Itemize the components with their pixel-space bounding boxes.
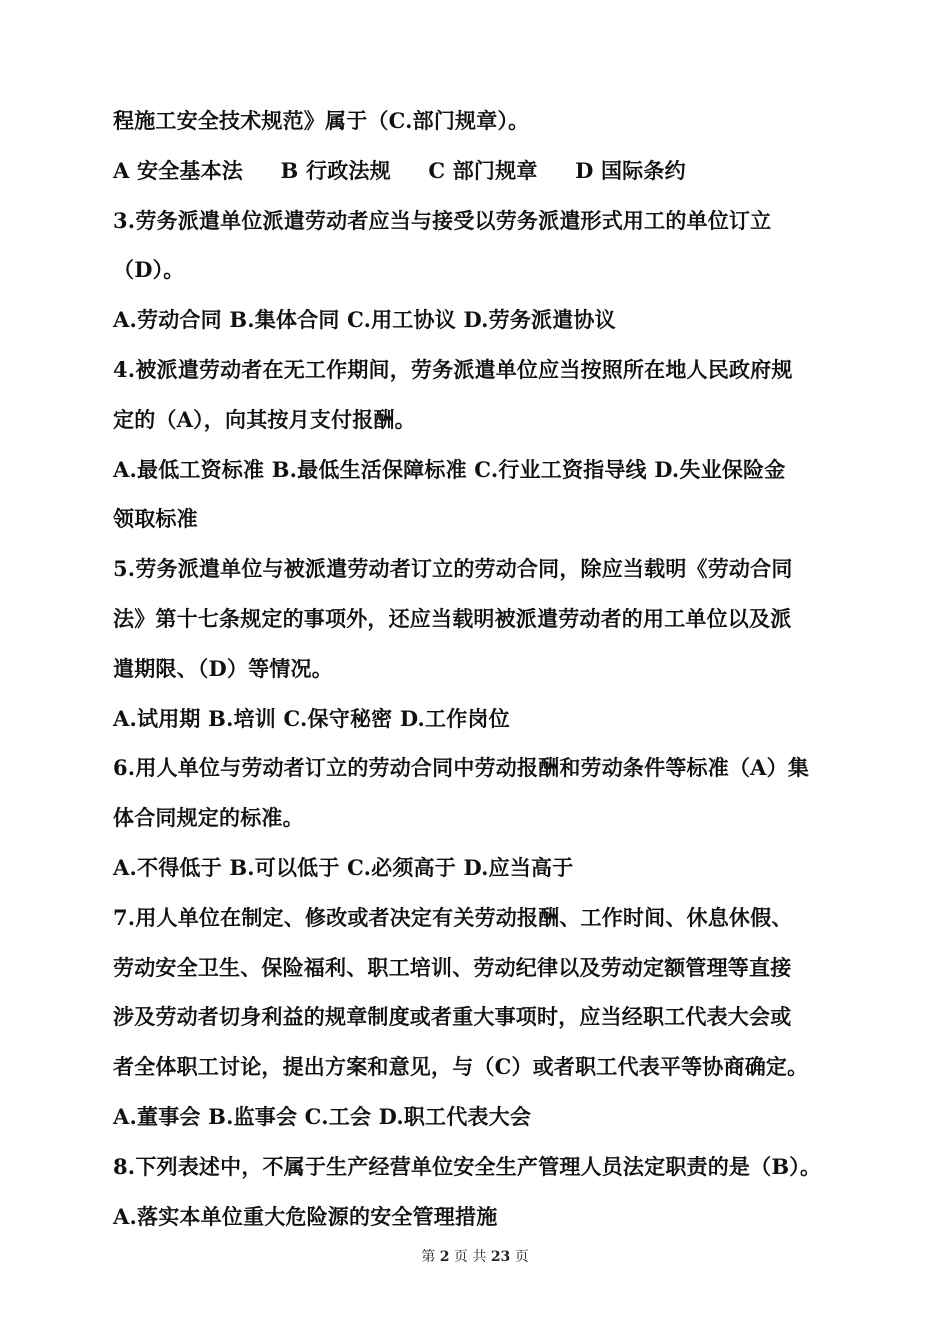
footer-page-number: 2 <box>439 1249 450 1265</box>
question-3-stem: 3.劳务派遣单位派遣劳动者应当与接受以劳务派遣形式用工的单位订立 <box>113 207 772 233</box>
question-8-stem: 8.下列表述中，不属于生产经营单位安全生产管理人员法定职责的是（B）。 <box>113 1153 822 1179</box>
option-d: D 国际条约 <box>575 157 686 183</box>
option-a: A 安全基本法 <box>113 157 244 183</box>
question-4-options-cont: 领取标准 <box>113 506 198 532</box>
document-body <box>113 96 843 1241</box>
question-7-options: A.董事会 B.监事会 C.工会 D.职工代表大会 <box>113 1103 532 1129</box>
question-3-options: A.劳动合同 B.集体合同 C.用工协议 D.劳务派遣协议 <box>113 307 616 333</box>
question-4-options: A.最低工资标准 B.最低生活保障标准 C.行业工资指导线 D.失业保险金 <box>113 456 786 482</box>
question-3-stem-cont: （D）。 <box>113 257 185 283</box>
question-7-stem: 7.用人单位在制定、修改或者决定有关劳动报酬、工作时间、休息休假、 <box>113 904 793 930</box>
question-5-stem-cont-2: 遣期限、（D）等情况。 <box>113 655 333 681</box>
page-footer <box>0 1246 950 1266</box>
question-6-options: A.不得低于 B.可以低于 C.必须高于 D.应当高于 <box>113 854 574 880</box>
footer-middle: 页 共 <box>453 1249 487 1265</box>
footer-prefix: 第 <box>421 1249 436 1265</box>
question-5-stem: 5.劳务派遣单位与被派遣劳动者订立的劳动合同，除应当载明《劳动合同 <box>113 556 793 582</box>
question-5-options: A.试用期 B.培训 C.保守秘密 D.工作岗位 <box>113 705 510 731</box>
option-c: C 部门规章 <box>428 157 538 183</box>
question-8-option-a: A.落实本单位重大危险源的安全管理措施 <box>113 1203 498 1229</box>
option-b: B 行政法规 <box>280 157 391 183</box>
question-4-stem: 4.被派遣劳动者在无工作期间，劳务派遣单位应当按照所在地人民政府规 <box>113 356 793 382</box>
footer-total-pages: 23 <box>490 1249 511 1265</box>
question-2-options <box>113 146 843 196</box>
footer-suffix: 页 <box>514 1249 529 1265</box>
question-7-stem-cont-1: 劳动安全卫生、保险福利、职工培训、劳动纪律以及劳动定额管理等直接 <box>113 954 792 980</box>
question-7-stem-cont-2: 涉及劳动者切身利益的规章制度或者重大事项时，应当经职工代表大会或 <box>113 1004 792 1030</box>
question-4-stem-cont: 定的（A），向其按月支付报酬。 <box>113 406 416 432</box>
question-6-stem-cont: 体合同规定的标准。 <box>113 805 304 831</box>
question-5-stem-cont-1: 法》第十七条规定的事项外，还应当载明被派遣劳动者的用工单位以及派 <box>113 605 792 631</box>
question-6-stem: 6.用人单位与劳动者订立的劳动合同中劳动报酬和劳动条件等标准（A）集 <box>113 755 810 781</box>
text-line-1: 程施工安全技术规范》属于（C.部门规章）。 <box>113 108 530 133</box>
question-7-stem-cont-3: 者全体职工讨论，提出方案和意见，与（C）或者职工代表平等协商确定。 <box>113 1054 809 1080</box>
